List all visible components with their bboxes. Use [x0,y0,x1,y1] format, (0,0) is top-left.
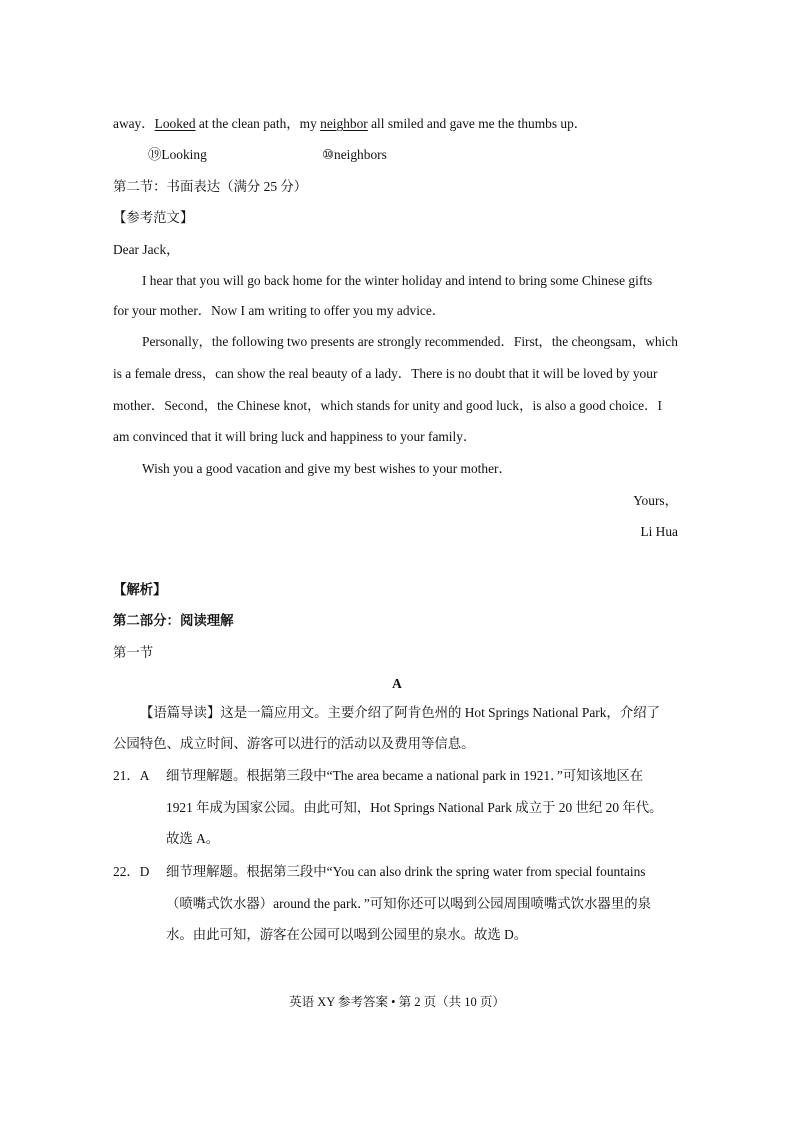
text-mid: at the clean path，my [195,116,321,131]
q21-line: 细节理解题。根据第三段中“The area became a national park in 1921．”可知该地区在 [166,768,644,783]
intro-line: 公园特色、成立时间、游客可以进行的活动以及费用等信息。 [113,736,475,751]
letter-line: Wish you a good vacation and give my best wishes to your mother． [142,461,512,476]
passage-label: A [392,676,402,691]
correction-option-1: ⑲Looking [148,147,207,162]
q21-line: 1921 年成为国家公园。由此可知，Hot Springs National Park 成立于 20 世纪 20 年代。 [166,800,663,815]
analysis-part: 第二部分：阅读理解 [113,613,234,628]
analysis-section: 第一节 [113,645,154,660]
correction-line [113,115,587,133]
q22-line: 细节理解题。根据第三段中“You can also drink the spring water from special fountains [166,864,646,879]
q22-line: 水。由此可知，游客在公园可以喝到公园里的泉水。故选 D。 [166,927,528,942]
letter-line: I hear that you will go back home for the winter holiday and intend to bring some Chinese gifts [142,273,653,288]
letter-closing: Yours， [633,493,678,508]
intro-line: 【语篇导读】这是一篇应用文。主要介绍了阿肯色州的 Hot Springs National Park，介绍了 [140,705,660,720]
analysis-heading: 【解析】 [113,582,167,597]
section-heading: 第二节：书面表达（满分 25 分） [113,179,308,194]
underlined-looked: Looked [154,116,196,131]
reference-heading: 【参考范文】 [113,210,194,225]
q22-line: （喷嘴式饮水器）around the park．”可知你还可以喝到公园周围喷嘴式饮水器里的泉 [166,896,651,911]
letter-line: am convinced that it will bring luck and happiness to your family． [113,429,477,444]
correction-option-2: ⑩neighbors [322,147,387,162]
letter-line: for your mother．Now I am writing to offer you my advice． [113,303,446,318]
letter-line: mother．Second，the Chinese knot，which stands for unity and good luck，is also a good choice．I [113,398,662,413]
q21-line: 故选 A。 [166,831,220,846]
page-footer: 英语 XY 参考答案 • 第 2 页（共 10 页） [289,995,505,1009]
underlined-neighbor: neighbor [320,116,368,131]
q21-number: 21．A [113,768,150,783]
q22-number: 22．D [113,864,150,879]
text-end: all smiled and gave me the thumbs up． [367,116,588,131]
text-away: away． [113,116,155,131]
letter-line: is a female dress，can show the real beauty of a lady．There is no doubt that it will be loved by your [113,366,658,381]
letter-signature: Li Hua [640,524,678,539]
letter-line: Personally，the following two presents are strongly recommended．First，the cheongsam，which [142,334,678,349]
letter-greeting: Dear Jack， [113,242,180,257]
